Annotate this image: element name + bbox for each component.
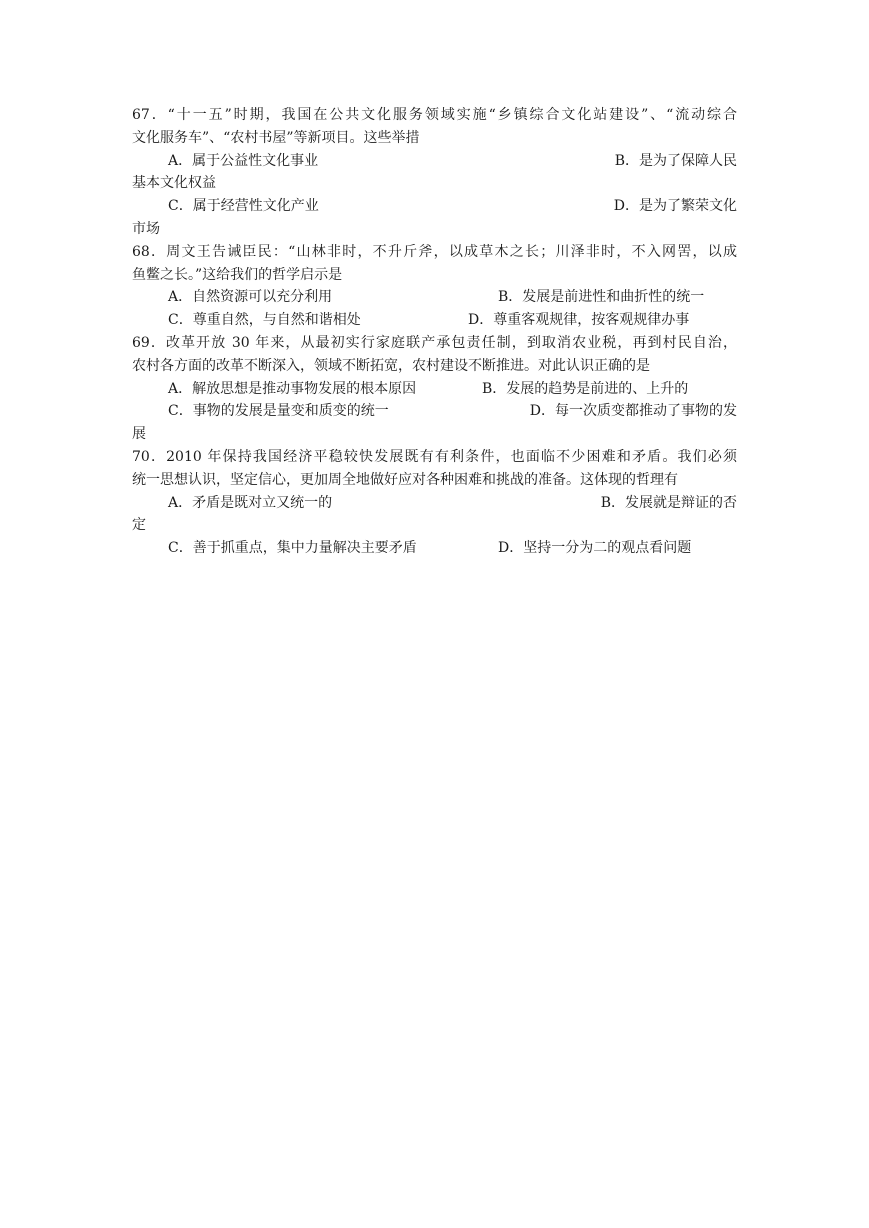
question-70-options-row-2 — [132, 537, 737, 560]
question-70-stem-line-2: 统一思想认识，坚定信心，更加周全地做好应对各种困难和挑战的准备。这体现的哲理有 — [132, 471, 678, 488]
question-67-options-row-1 — [132, 150, 737, 173]
option-b: B．发展是前进性和曲折性的统一 — [498, 289, 705, 306]
option-d: D．尊重客观规律，按客观规律办事 — [468, 312, 690, 329]
question-70-stem-line-1: 70．2010 年保持我国经济平稳较快发展既有有利条件，也面临不少困难和矛盾。我们必须 — [132, 448, 737, 465]
option-a: A．矛盾是既对立又统一的 — [168, 494, 333, 511]
exam-page — [132, 104, 737, 560]
option-c: C．善于抓重点，集中力量解决主要矛盾 — [168, 540, 417, 557]
question-67-options-row-2 — [132, 195, 737, 218]
question-68-options-row-2 — [132, 309, 737, 332]
question-68-options-row-1 — [132, 286, 737, 309]
question-68-stem-line-2: 鱼鳖之长。”这给我们的哲学启示是 — [132, 266, 343, 283]
question-67-option-b-wrap: 基本文化权益 — [132, 175, 216, 192]
question-68-stem-line-1: 68．周文王告诫臣民：“山林非时，不升斤斧，以成草木之长；川泽非时，不入网罟，以成 — [132, 243, 737, 260]
option-a: A．自然资源可以充分利用 — [168, 289, 333, 306]
question-69-stem-line-1: 69．改革开放 30 年来，从最初实行家庭联产承包责任制，到取消农业税，再到村民自治， — [132, 334, 737, 351]
option-b: B．发展的趋势是前进的、上升的 — [482, 380, 689, 397]
question-70-options-row-1 — [132, 492, 737, 515]
question-67-stem-line-2: 文化服务车”、“农村书屋”等新项目。这些举措 — [132, 129, 420, 146]
option-c: C．尊重自然，与自然和谐相处 — [168, 312, 361, 329]
option-d: D．每一次质变都推动了事物的发 — [529, 403, 737, 420]
question-69-options-row-1 — [132, 378, 737, 401]
question-69-options-row-2 — [132, 400, 737, 423]
option-b: B．发展就是辩证的否 — [600, 494, 737, 511]
option-d: D．坚持一分为二的观点看问题 — [498, 540, 692, 557]
option-a: A．解放思想是推动事物发展的根本原因 — [168, 380, 417, 397]
option-c: C．事物的发展是量变和质变的统一 — [168, 403, 389, 420]
question-67-stem-line-1: 67．“十一五”时期，我国在公共文化服务领域实施“乡镇综合文化站建设”、“流动综合 — [132, 107, 737, 123]
option-a: A．属于公益性文化事业 — [168, 152, 319, 169]
option-b: B．是为了保障人民 — [614, 152, 737, 169]
question-69-option-d-wrap: 展 — [132, 426, 146, 443]
question-69-stem-line-2: 农村各方面的改革不断深入，领域不断拓宽，农村建设不断推进。对此认识正确的是 — [132, 357, 650, 374]
question-70-option-b-wrap: 定 — [132, 517, 146, 534]
option-c: C．属于经营性文化产业 — [168, 198, 319, 215]
question-67-option-d-wrap: 市场 — [132, 220, 160, 237]
option-d: D．是为了繁荣文化 — [613, 198, 737, 215]
